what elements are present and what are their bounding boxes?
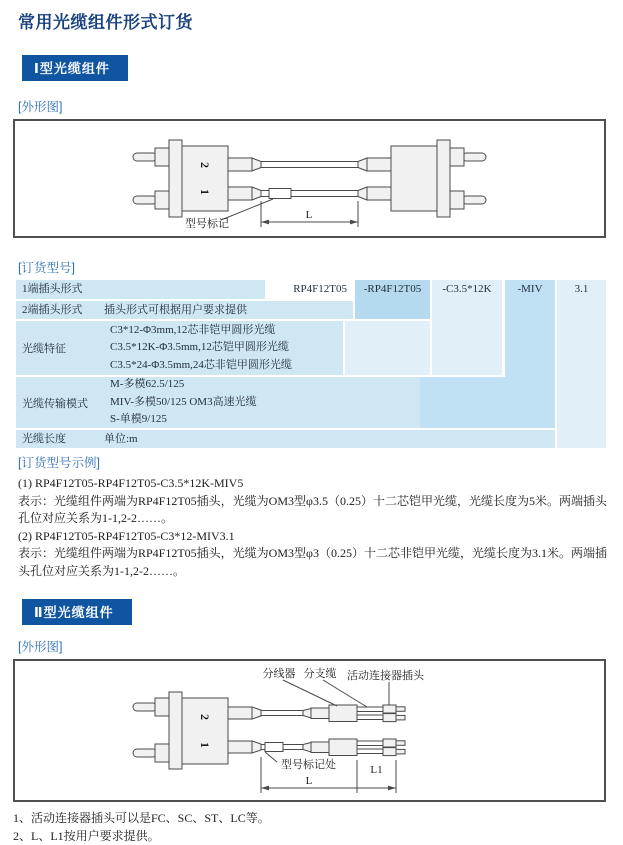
- right-connector: [358, 140, 486, 217]
- row3-label: 光缆特征: [22, 343, 66, 355]
- code-seg4: -MIV: [517, 283, 543, 295]
- branch-cable-label: 分支缆: [303, 667, 337, 680]
- callout-labels: [263, 666, 425, 707]
- row3-extension-cell: [345, 321, 430, 375]
- left-connector: [133, 692, 261, 769]
- type1-outline-drawing: [13, 119, 606, 238]
- marker-leader-line: [221, 199, 273, 220]
- row2-text: 插头形式可根据用户要求提供: [104, 304, 247, 316]
- row4-lines: [110, 376, 257, 429]
- row4-extension-cell: [420, 377, 555, 428]
- table-row-1-label-cell: [16, 280, 265, 299]
- pin-2-label: 2: [198, 713, 212, 720]
- example-1-code: (1) RP4F12T05-RP4F12T05-C3.5*12K-MIV5: [18, 476, 244, 490]
- table-row-5: [16, 430, 555, 448]
- row5-text: 单位:m: [104, 433, 138, 445]
- row4-line1: M-多模62.5/125: [110, 378, 185, 391]
- example-2-desc: 表示：光缆组件两端为RP4F12T05插头，光缆为OM3型φ3（0.25）十二芯非铠甲光缆，光缆长度为3.1米。两端插头孔位对应关系为1-1,2-2……。: [18, 546, 607, 578]
- type2-outline-drawing: [13, 659, 606, 802]
- outline-drawing-label-1: [外形图]: [18, 100, 63, 114]
- row2-label: 2端插头形式: [22, 304, 83, 316]
- footnote-1: 1、活动连接器插头可以是FC、SC、ST、LC等。: [13, 810, 270, 825]
- order-examples: [18, 475, 608, 581]
- model-marker-label: 型号标记处: [281, 758, 336, 771]
- dim-l-label: L: [305, 774, 313, 787]
- table-row-3: [16, 321, 343, 375]
- dimension-l: [261, 201, 358, 227]
- type2-cable-assembly-drawing: [15, 661, 604, 800]
- footnotes: [13, 809, 623, 845]
- section-bar-type1: Ⅰ型光缆组件: [22, 55, 128, 81]
- row3-lines: [110, 322, 292, 375]
- code-seg5: 3.1: [574, 283, 589, 295]
- table-row-4: [16, 377, 420, 428]
- model-marker-sleeve: [265, 742, 283, 751]
- section-bar-type2: Ⅱ型光缆组件: [22, 599, 132, 625]
- pin-1-label: 1: [198, 741, 212, 748]
- order-code-table: [16, 280, 606, 448]
- code-seg3: -C3.5*12K: [442, 283, 492, 295]
- row4-label: 光缆传输模式: [22, 397, 88, 410]
- code-col-seg5: [557, 280, 606, 448]
- catalog-page: [0, 8, 623, 843]
- code-seg2: -RP4F12T05: [363, 283, 422, 295]
- lower-branch-run: [261, 739, 405, 756]
- model-marker-label: 型号标记: [185, 218, 229, 230]
- connector-plug-label: 活动连接器插头: [347, 669, 424, 682]
- example-2-code: (2) RP4F12T05-RP4F12T05-C3*12-MIV3.1: [18, 528, 235, 543]
- row3-line1: C3*12-Φ3mm,12芯非铠甲圆形光缆: [110, 323, 276, 336]
- dim-l1-label: L1: [370, 763, 383, 776]
- code-seg1-cell: [265, 280, 353, 299]
- row1-label: 1端插头形式: [22, 283, 83, 295]
- code-col-seg2: [355, 280, 430, 319]
- model-marker-sleeve: [269, 189, 291, 199]
- left-connector: [133, 140, 261, 217]
- row4-line3: S-单模9/125: [110, 413, 167, 426]
- pin-2-label: 2: [198, 162, 212, 168]
- outline-drawing-label-2: [外形图]: [18, 639, 63, 654]
- cables: [261, 162, 358, 199]
- type1-cable-assembly-drawing: [15, 121, 604, 236]
- page-title: 常用光缆组件形式订货: [18, 13, 193, 32]
- marker-leader-line: [265, 752, 277, 762]
- row3-line2: C3.5*12K-Φ3.5mm,12芯铠甲圆形光缆: [110, 341, 289, 354]
- row4-line2: MIV-多模50/125 OM3高速光缆: [110, 395, 257, 408]
- table-row-2: [16, 301, 353, 319]
- footnote-2: 2、L、L1按用户要求提供。: [13, 828, 160, 843]
- splitter-label: 分线器: [262, 667, 296, 680]
- code-col-seg3: [432, 280, 502, 375]
- pin-1-label: 1: [198, 189, 212, 195]
- order-example-label: [订货型号示例]: [18, 456, 100, 470]
- order-code-label: [订货型号]: [18, 261, 75, 275]
- row3-line3: C3.5*24-Φ3.5mm,24芯非铠甲圆形光缆: [110, 358, 292, 371]
- example-1-desc: 表示：光缆组件两端为RP4F12T05插头，光缆为OM3型φ3.5（0.25）十二芯铠甲光缆，光缆长度为5米。两端插头孔位对应关系为1-1,2-2……。: [18, 493, 607, 526]
- row5-label: 光缆长度: [22, 433, 66, 445]
- upper-branch-run: [261, 705, 405, 722]
- code-seg1: RP4F12T05: [293, 283, 347, 295]
- dim-l-label: L: [305, 209, 313, 221]
